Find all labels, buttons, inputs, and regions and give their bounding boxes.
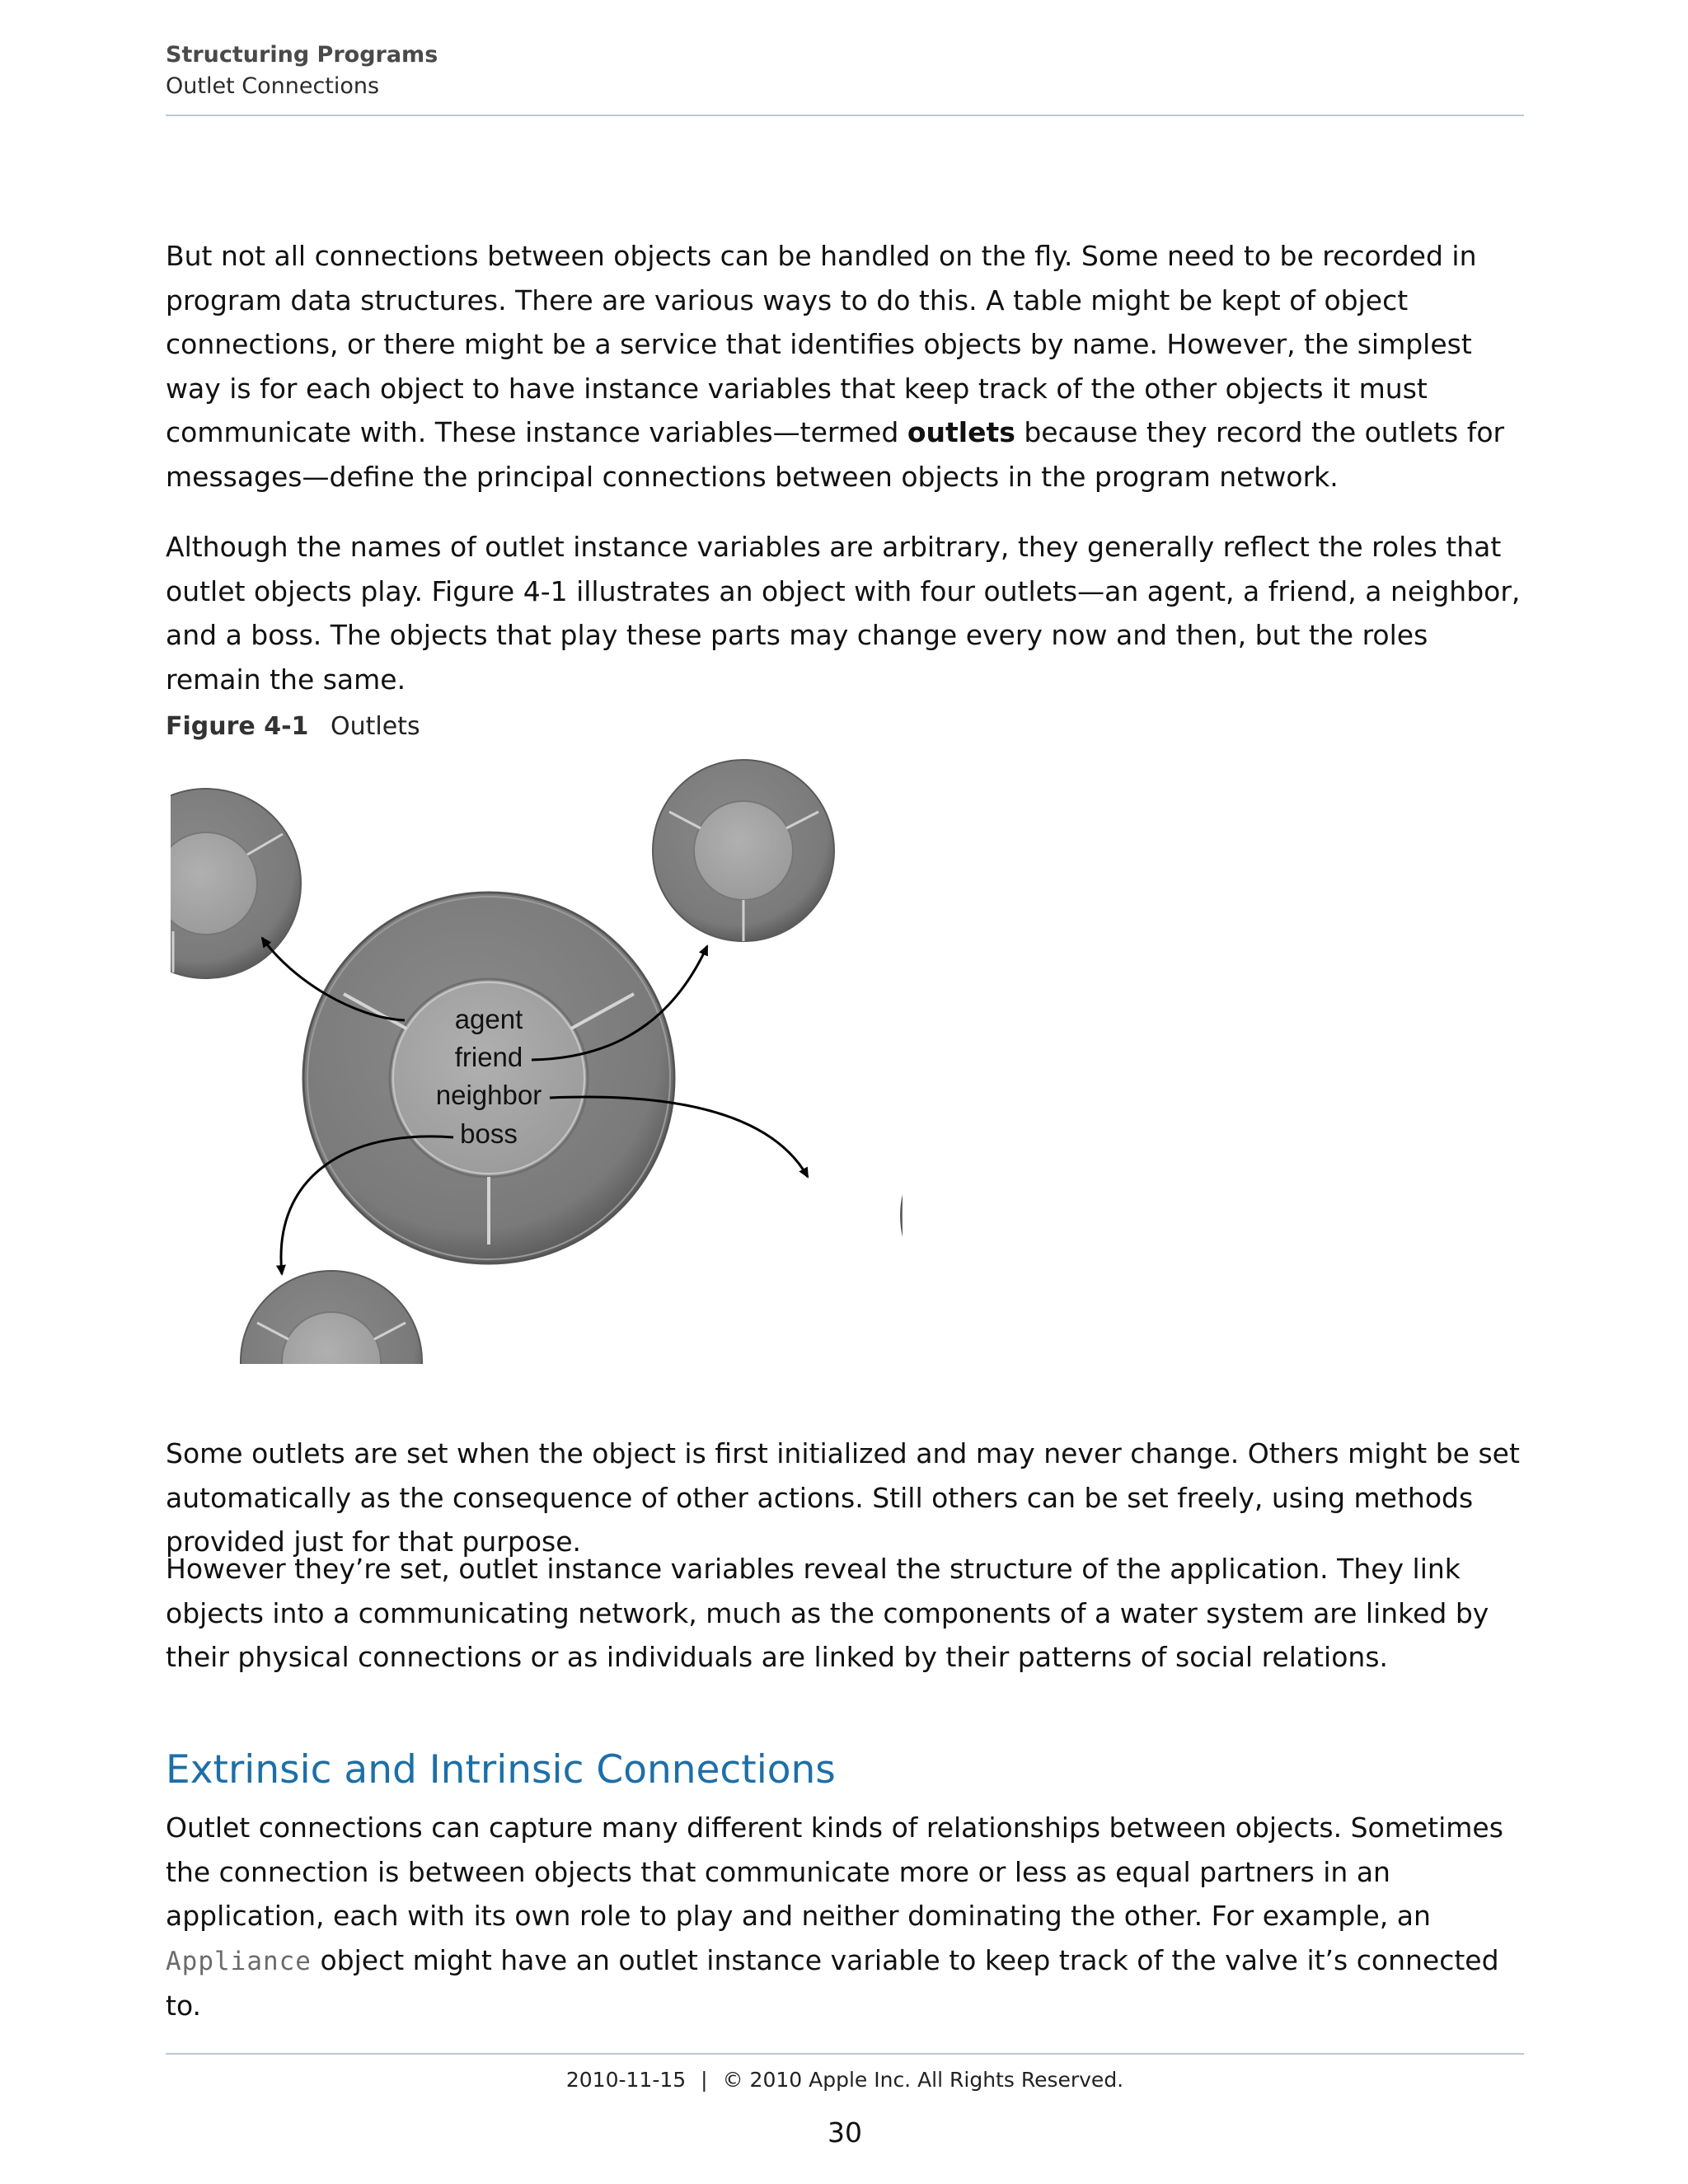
outlet-label-agent: agent bbox=[454, 1004, 523, 1034]
footer-copyright: © 2010 Apple Inc. All Rights Reserved. bbox=[722, 2068, 1124, 2092]
paragraph-outlet-structure: However they’re set, outlet instance variables reveal the structure of the application. They link objects into a communicating network, much as the components of a water system are linked by their physical connections or as individuals are linked by their patterns of social relations. bbox=[166, 1553, 1489, 1673]
central-object bbox=[303, 893, 674, 1263]
outlet-label-neighbor: neighbor bbox=[435, 1080, 542, 1110]
header-divider bbox=[166, 115, 1524, 116]
footer-separator: | bbox=[701, 2068, 708, 2092]
footer bbox=[166, 2065, 1524, 2095]
figure-number: Figure 4-1 bbox=[166, 712, 309, 741]
running-header bbox=[166, 40, 1524, 102]
figure-title: Outlets bbox=[331, 712, 420, 741]
outlets-figure bbox=[169, 758, 907, 1364]
footer-divider bbox=[166, 2053, 1524, 2055]
paragraph-text: But not all connections between objects can be handled on the fly. Some need to be recorded in program data structures. There are various ways to do this. A table might be kept of object connections, or there might be a service that identifies objects by name. However, the simplest way is for each object to have instance variables that keep track of the other objects it must communicate with. These instance variables—termed bbox=[166, 240, 1477, 448]
section-heading: Extrinsic and Intrinsic Connections bbox=[166, 1747, 836, 1793]
paragraph-outlet-setting: Some outlets are set when the object is first initialized and may never change. Others might be set automatically as the consequence of other actions. Still others can be set freely, using methods provided just for that purpose. bbox=[166, 1437, 1520, 1558]
footer-date: 2010-11-15 bbox=[565, 2068, 687, 2092]
outlet-object-friend bbox=[653, 760, 834, 941]
outlet-object-agent bbox=[169, 758, 301, 1005]
page-number: 30 bbox=[828, 2116, 862, 2149]
outlet-label-boss: boss bbox=[460, 1118, 518, 1149]
section-title: Outlet Connections bbox=[166, 73, 380, 99]
paragraph-text: Outlet connections can capture many different kinds of relationships between objects. Sometimes the connection is between objects that communicate more or less as equal partners in an application, each with its own role to play and neither dominating the other. For example, an bbox=[166, 1811, 1503, 1932]
paragraph-connection-types bbox=[166, 1806, 1524, 2028]
outlet-label-friend: friend bbox=[454, 1042, 523, 1072]
figure-caption bbox=[166, 709, 420, 745]
paragraph-text: object might have an outlet instance variable to keep track of the valve it’s connected to. bbox=[166, 1943, 1499, 2022]
chapter-title: Structuring Programs bbox=[166, 42, 438, 68]
paragraph-text: because they record the outlets for messages—define the principal connections between objects in the program network. bbox=[166, 416, 1505, 493]
outlet-object-boss bbox=[241, 1271, 422, 1364]
paragraph-outlet-roles: Although the names of outlet instance variables are arbitrary, they generally reflect the roles that outlet objects play. Figure 4-1 illustrates an object with four outlets—an agent, a friend, a neighbor, and a boss. The objects that play these parts may change every now and then, but the roles remain the same. bbox=[166, 531, 1521, 696]
term-outlets: outlets bbox=[907, 416, 1015, 448]
paragraph-outlets-intro bbox=[166, 234, 1524, 499]
code-appliance: Appliance bbox=[166, 1946, 312, 1976]
